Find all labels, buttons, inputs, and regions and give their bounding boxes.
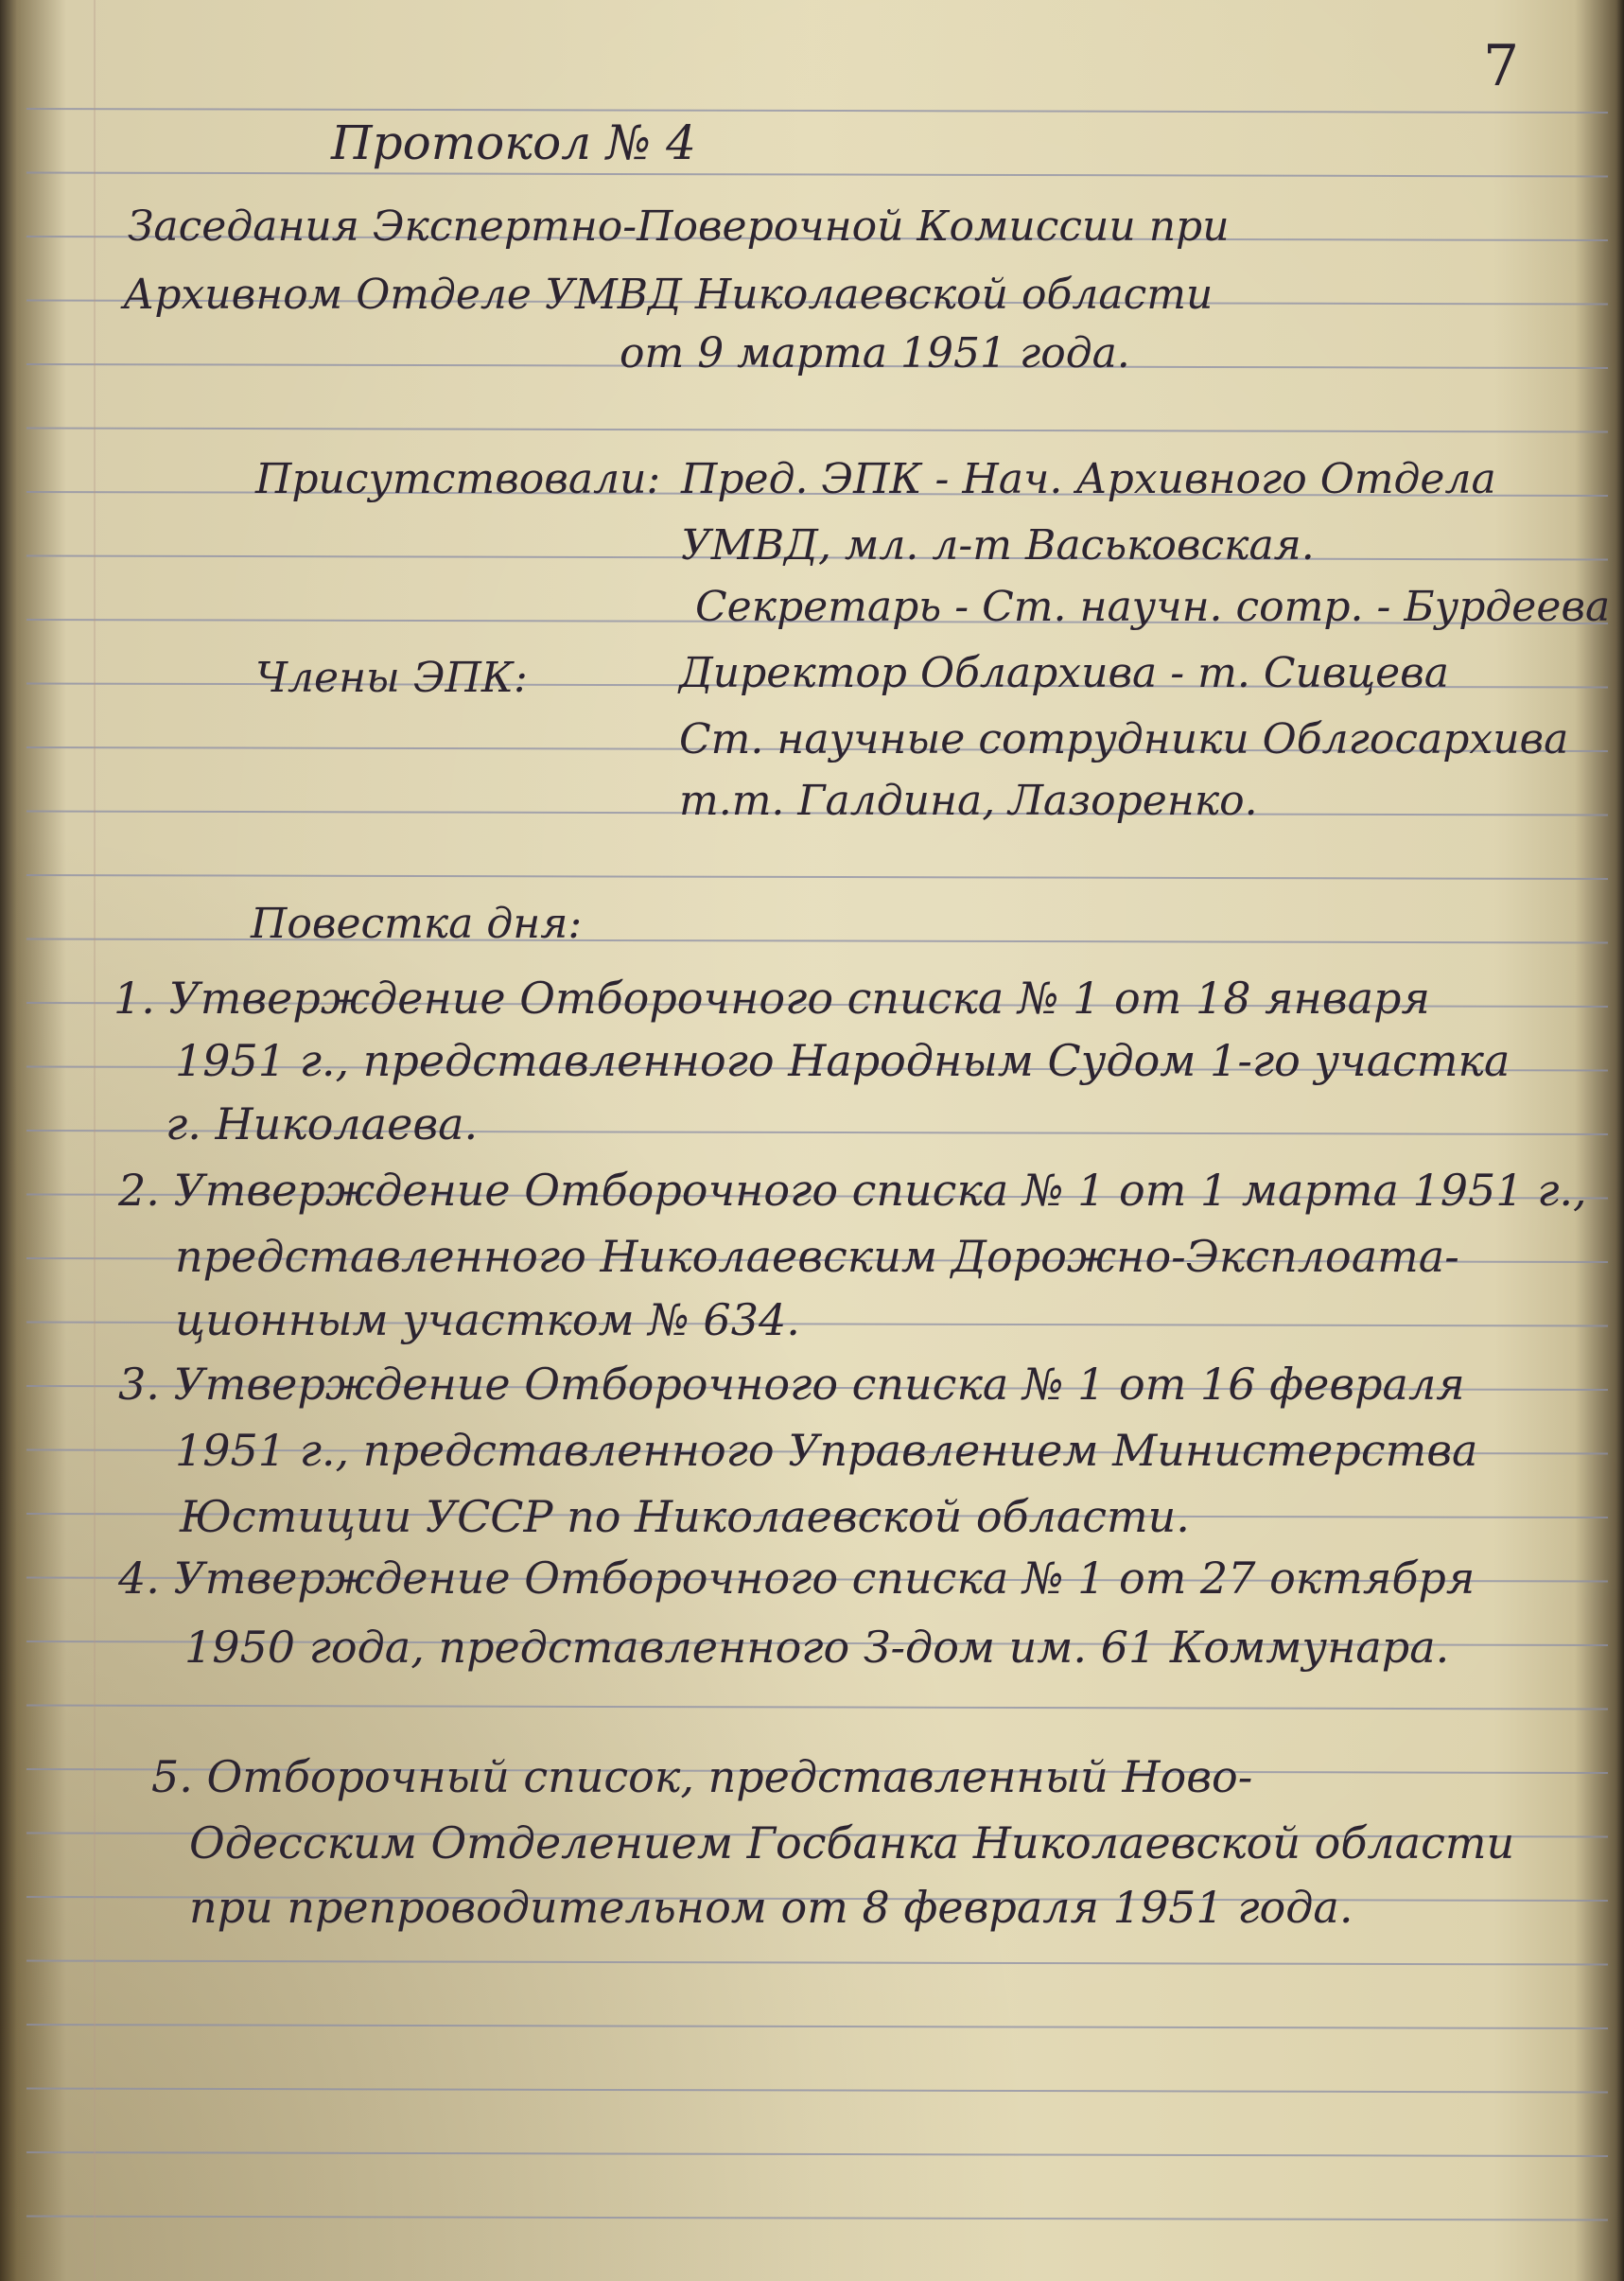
member-line-3: т.т. Галдина, Лазоренко.: [679, 777, 1258, 825]
agenda-heading: Повестка дня:: [251, 900, 583, 948]
agenda-item-2-line-1: 2. Утверждение Отборочного списка № 1 от 1 марта 1951 г.,: [118, 1165, 1587, 1216]
chair-line-continued: УМВД, мл. л-т Васьковская.: [681, 521, 1315, 570]
agenda-item-1-line-1: 1. Утверждение Отборочного списка № 1 от 18 января: [114, 973, 1430, 1024]
header-line-1: Заседания Экспертно-Поверочной Комиссии при: [128, 202, 1230, 251]
agenda-item-3-line-1: 3. Утверждение Отборочного списка № 1 от 16 февраля: [118, 1359, 1465, 1410]
ruled-line: [26, 1961, 1608, 1965]
agenda-item-4-line-2: 1950 года, представленного З-дом им. 61 Коммунара.: [184, 1622, 1450, 1673]
protocol-title: Протокол № 4: [331, 115, 696, 170]
ruled-line: [26, 429, 1608, 432]
ruled-line: [26, 2217, 1608, 2220]
page-number: 7: [1483, 33, 1520, 99]
agenda-item-5-line-3: при препроводительном от 8 февраля 1951 года.: [189, 1882, 1353, 1933]
secretary-line: Секретарь - Ст. научн. сотр. - Бурдеева: [695, 583, 1611, 631]
agenda-item-3-line-2: 1951 г., представленного Управлением Министерства: [175, 1425, 1478, 1476]
ruled-line: [26, 2089, 1608, 2093]
ruled-line: [26, 2152, 1608, 2156]
chair-line: Пред. ЭПК - Нач. Архивного Отдела: [681, 455, 1496, 503]
agenda-item-3-line-3: Юстиции УССР по Николаевской области.: [180, 1491, 1190, 1542]
ruled-line: [26, 2025, 1608, 2028]
agenda-item-2-line-3: ционным участком № 634.: [175, 1294, 800, 1345]
agenda-item-2-line-2: представленного Николаевским Дорожно-Эксплоата-: [175, 1231, 1459, 1282]
members-label: Члены ЭПК:: [255, 654, 528, 702]
ruled-line: [26, 173, 1608, 177]
ruled-line: [26, 109, 1608, 113]
header-date: от 9 марта 1951 года.: [620, 329, 1130, 377]
present-label: Присутствовали:: [255, 455, 661, 503]
ruled-line: [26, 1706, 1608, 1710]
agenda-item-4-line-1: 4. Утверждение Отборочного списка № 1 от 27 октября: [118, 1553, 1476, 1604]
ruled-line: [26, 875, 1608, 879]
member-line-2: Ст. научные сотрудники Облгосархива: [679, 715, 1569, 763]
member-line-1: Директор Облархива - т. Сивцева: [679, 649, 1450, 697]
agenda-item-5-line-1: 5. Отборочный список, представленный Ново-: [151, 1751, 1253, 1802]
agenda-item-5-line-2: Одесским Отделением Госбанка Николаевской области: [189, 1817, 1515, 1869]
header-line-2: Архивном Отделе УМВД Николаевской области: [123, 271, 1214, 319]
agenda-item-1-line-3: г. Николаева.: [166, 1098, 479, 1149]
agenda-item-1-line-2: 1951 г., представленного Народным Судом 1-го участка: [175, 1035, 1510, 1086]
